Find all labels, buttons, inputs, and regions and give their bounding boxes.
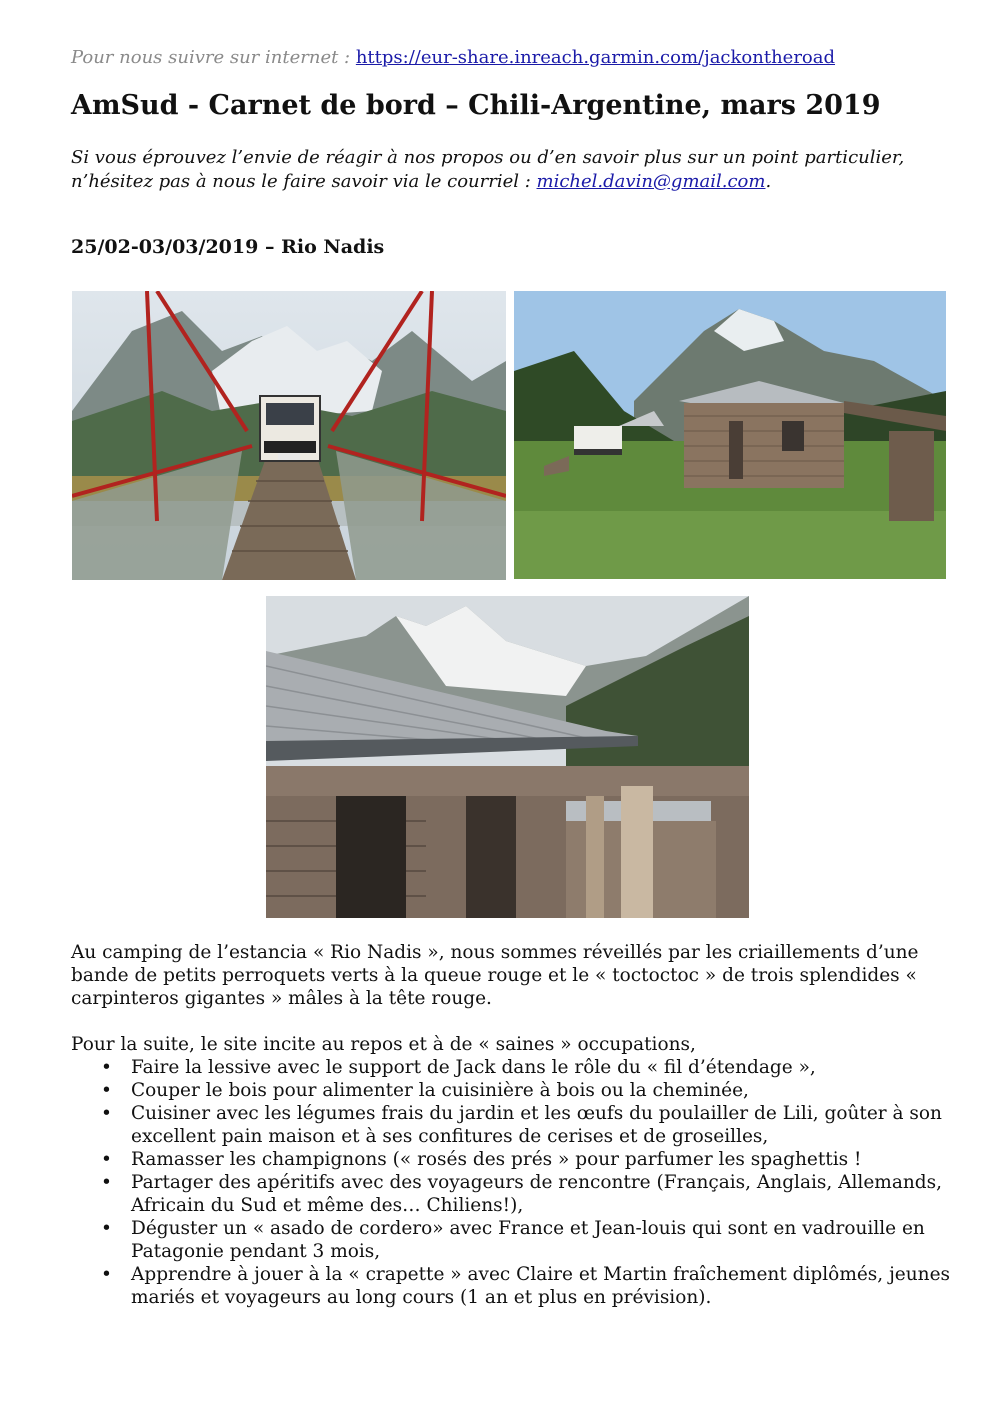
intro-paragraph [71,146,931,194]
section-heading: 25/02-03/03/2019 – Rio Nadis [71,236,385,258]
list-item: • Déguster un « asado de cordero» avec France et Jean-louis qui sont en vadrouille en Patagonie pendant 3 mois, [71,1217,951,1263]
paragraph-intro-camping: Au camping de l’estancia « Rio Nadis », nous sommes réveillés par les criaillements d’une bande de petits perroquets verts à la queue rouge et le « toctoctoc » de trois splendides « carpinteros gigantes » mâles à la tête rouge. [71,942,919,1009]
intro-end: . [765,171,772,192]
list-item: • Partager des apéritifs avec des voyageurs de rencontre (Français, Anglais, Allemands, Africain du Sud et même des… Chiliens!), [71,1171,951,1217]
list-item: • Cuisiner avec les légumes frais du jardin et les œufs du poulailler de Lili, goûter à son excellent pain maison et à ses confitures de cerises et de groseilles, [71,1102,951,1148]
follow-label: Pour nous suivre sur internet : [71,47,356,68]
tracking-link[interactable]: https://eur-share.inreach.garmin.com/jackontheroad [355,47,836,68]
page-title: AmSud - Carnet de bord – Chili-Argentine, mars 2019 [71,90,881,121]
intro-text: Si vous éprouvez l’envie de réagir à nos propos ou d’en savoir plus sur un point particulier, n’hésitez pas à nous le faire savoir via le courriel : [71,147,905,192]
photo-cabin-porch [266,596,749,918]
cabin-image [514,291,946,579]
activities-list [71,1056,951,1309]
email-link[interactable]: michel.davin@gmail.com [536,171,766,192]
porch-image [266,596,749,918]
bridge-image [72,291,506,580]
list-item: • Faire la lessive avec le support de Jack dans le rôle du « fil d’étendage », [71,1056,951,1079]
list-item: • Ramasser les champignons (« rosés des prés » pour parfumer les spaghettis ! [71,1148,951,1171]
list-item: • Couper le bois pour alimenter la cuisinière à bois ou la cheminée, [71,1079,951,1102]
photo-wooden-cabin [514,291,946,579]
paragraph-occupations: Pour la suite, le site incite au repos et à de « saines » occupations, [71,1034,696,1055]
list-item: • Apprendre à jouer à la « crapette » avec Claire et Martin fraîchement diplômés, jeunes mariés et voyageurs au long cours (1 an et plus en prévision). [71,1263,951,1309]
follow-line [71,47,835,68]
photo-suspension-bridge [72,291,506,580]
